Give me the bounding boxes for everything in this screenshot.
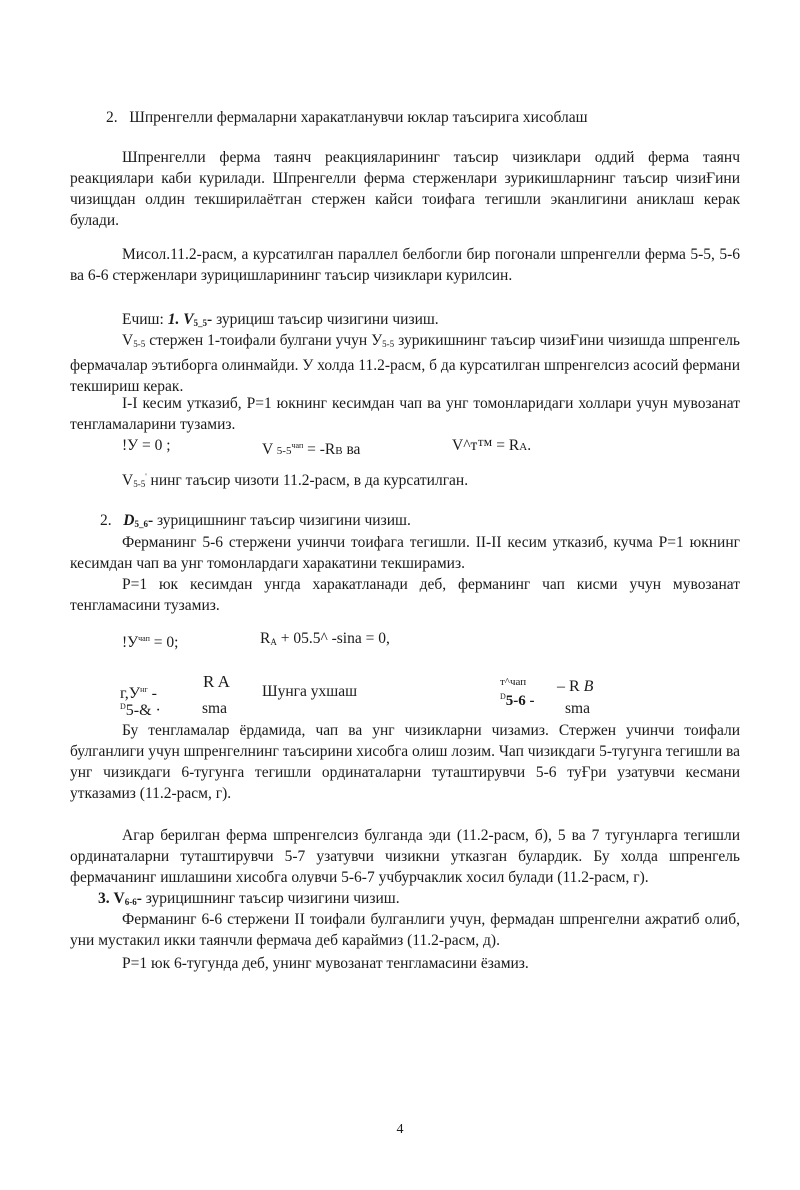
text-part: стержен 1-тоифали булгани учун У [149,332,383,349]
paragraph-4: I-I кесим утказиб, P=1 юкнинг кесимдан чап ва унг томонларидаги холлари учун мувозанат тенгламаларини тузамиз. [70,395,740,433]
paragraph-10: Ферманинг 6-6 стержени II тоифали булганлиги учун, фермадан шпренгелни ажратиб олиб, уни мустакил икки таянчли фермача деб караймиз (11.2-расм, д). [70,911,740,949]
step-number: 3. [98,890,110,907]
paragraph-6: Ферманинг 5-6 стержени учинчи тоифага тегишли. II-II кесим утказиб, кучма P=1 юкнинг кесимдан чап ва унг томонлардаги харакатини текширамиз. [70,534,740,572]
dash: - [136,890,142,907]
text-part: зурикишнинг таъсир чизиҒини чизишда шпренгель фермачалар эътиборга олинмайди. У холда 11.2-расм, б да курсатилган шпренгелсиз асосий фермани текшириш керак. [70,332,741,395]
paragraph-11: P=1 юк 6-тугунда деб, унинг мувозанат тенгламасини ёзамиз. [122,955,529,972]
eq-text: !У [122,634,139,651]
symbol-sub: A [217,672,230,691]
fraction-sma-2: sma [565,700,590,717]
eq-text: г,У [120,685,141,702]
paragraph-1: Шпренгелли ферма таянч реакцияларининг таъсир чизиклари оддий ферма таянч реакциялари каби курилади. Шпренгелли ферма стерженлари зурикишларнинг таъсир чизиҒини чизищдан олдин текширилаётган стержен кайси тоифага тегишли эканлигини аниклаш керак булади. [70,149,740,229]
equation-2b [260,628,390,653]
symbol-sub: 5-5 [382,339,395,349]
text-part: нинг таъсир чизоти 11.2-расм, в да курсатилган. [150,472,469,489]
symbol-sub: B [583,678,594,695]
symbol-sup: D [120,702,126,711]
paragraph-9: Агар берилган ферма шпренгелсиз булганда эди (11.2-расм, б), 5 ва 7 тугунларга тегишли ординаталарни туташтирувчи 5-7 узатувчи чизикни утказган булардик. Бу холда шпренгель фермачанинг ишлашини хисобга олувчи 5-6-7 учбурчаклик хосил булади (11.2-расм, г). [70,827,740,886]
eq-rest: + 05.5^ -sina = 0, [280,630,390,647]
fraction-rb [557,676,593,697]
equation-2a [122,628,178,653]
heading-text: Шпренгелли фермаларни харакатланувчи юклар таъсирига хисоблаш [129,109,588,126]
paragraph-7: P=1 юк кесимдан унгда харакатланади деб, ферманинг чап кисми учун мувозанат тенгламасини тузамиз. [70,576,740,614]
fraction-right-top: т^чап [500,676,527,688]
dash: - [147,512,154,529]
symbol-v: V [183,311,194,328]
symbol-sup: нг [140,685,148,694]
page-number: 4 [396,1122,404,1137]
dash: - [207,311,213,328]
fraction-sma-1: sma [202,700,227,717]
conj: ва [346,441,361,458]
dot: . [527,437,532,454]
dash: - [151,685,157,702]
heading-number: 2. [106,109,118,126]
symbol-r: R [203,672,215,691]
symbol-sup: чап [138,634,150,643]
equation-1b [262,435,360,462]
symbol-d: D [123,512,135,529]
symbol-v: V [113,890,125,907]
step-text: зурицишнинг таъсир чизигини чизиш. [145,890,400,907]
eq-text: 5-& · [125,702,161,719]
paragraph-8: Бу тенгламалар ёрдамида, чап ва унг чизикларни чизамиз. Стержен учинчи тоифали булганлиги учун шпренгелнинг таъсирини хисобга олиш лозим. Чап чизикдаги 5-тугунга тегишли ва унг чизикдаги 6-тугунга тегишли ординаталарни туташтирувчи 5-6 туҒри узатувчи кесмани утказамиз (11.2-расм, г). [70,722,740,802]
symbol-sub: A [270,637,277,647]
symbol-v: V [122,472,134,489]
symbol-sub: 5_6 [134,519,148,529]
fraction-right-bottom [500,686,535,712]
step-text: зурицишнинг таъсир чизигини чизиш. [157,512,411,529]
symbol-sub: 5-5 [276,445,292,457]
similarly-text: Шунга ухшаш [262,683,358,700]
eq-rest: = 0; [153,634,179,651]
eq-text: V^т™ = R [452,437,520,454]
paragraph-3 [70,330,740,397]
symbol-v: V [122,332,134,349]
symbol-sub: 5-5 [133,479,146,489]
paragraph-5 [122,466,468,495]
solution-label: Ечиш: [122,311,164,328]
symbol-r: R [569,678,580,695]
symbol-v: V [262,441,273,458]
symbol-sup: D [500,692,506,701]
symbol-rb: B [335,445,343,457]
step-number: 2. [100,512,112,529]
paragraph-2: Мисол.11.2-расм, а курсатилган параллел белбогли бир погонали шпренгелли ферма 5-5, 5-6 ва 6-6 стерженлари зурицишларининг таъсир чизиклари курилсин. [70,246,740,284]
eq-text: 5-6 - [505,693,535,709]
symbol-sub: 6-6 [124,897,137,907]
fraction-left-bottom [120,696,161,721]
section-heading [106,107,588,128]
symbol-sub: A [519,441,528,453]
minus: – [557,678,565,695]
equation-1a: !У = 0 ; [122,437,171,454]
symbol-sup: ' [145,472,147,481]
symbol-sup: чап [291,441,304,450]
symbol-sub: 5-5 [133,339,146,349]
fraction-ra [203,671,230,692]
equation-1c [452,435,531,458]
symbol-r: R [260,630,271,647]
symbol-sub: 5_5 [193,318,208,328]
step-text: зурициш таъсир чизигини чизиш. [216,311,439,328]
step-number: 1. [167,311,180,328]
eq-rest: = -R [307,441,336,458]
